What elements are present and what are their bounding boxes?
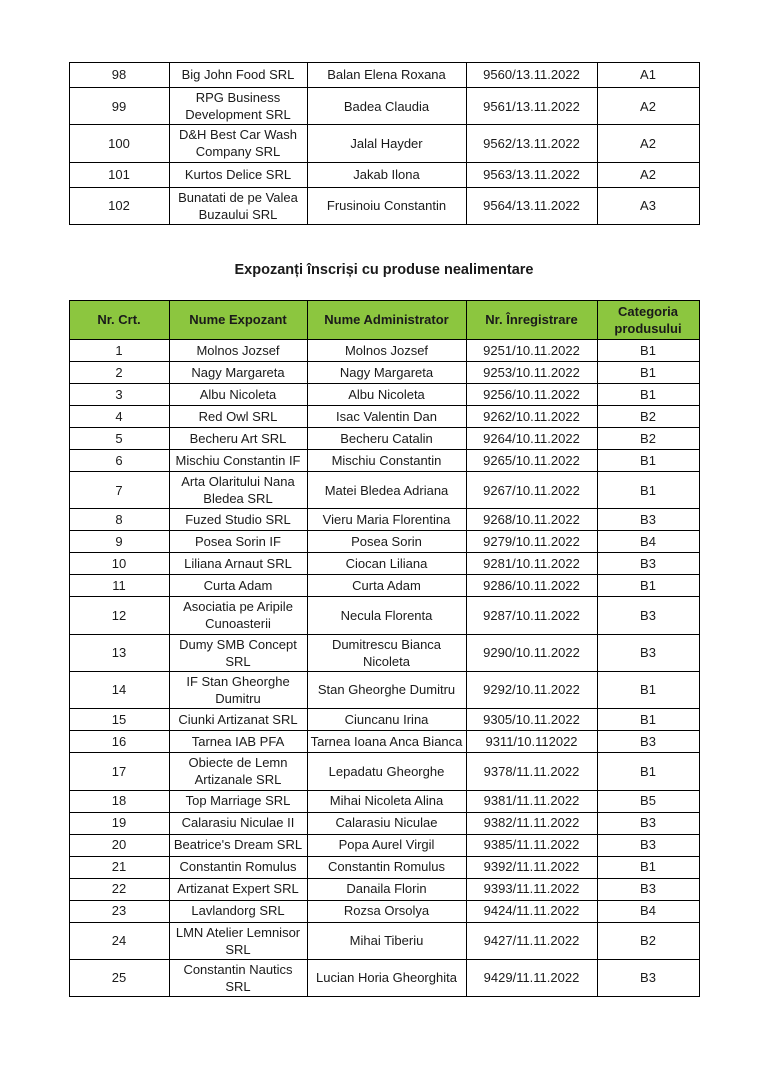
table-cell: Becheru Art SRL	[169, 427, 307, 449]
nonfood-exhibitors-table	[69, 300, 700, 997]
table-cell: B3	[597, 597, 699, 634]
table-cell: 7	[69, 471, 169, 508]
table-row	[69, 449, 699, 471]
table-cell: 9	[69, 531, 169, 553]
table-cell: Tarnea Ioana Anca Bianca	[307, 731, 466, 753]
table-row	[69, 531, 699, 553]
table-cell: A2	[597, 162, 699, 187]
table-cell: 9385/11.11.2022	[466, 834, 597, 856]
table-cell: D&H Best Car Wash Company SRL	[169, 125, 307, 162]
table-cell: Albu Nicoleta	[307, 383, 466, 405]
table-cell: Vieru Maria Florentina	[307, 509, 466, 531]
table-cell: Balan Elena Roxana	[307, 63, 466, 88]
table-cell: 9305/10.11.2022	[466, 709, 597, 731]
table-cell: 9382/11.11.2022	[466, 812, 597, 834]
table-cell: 102	[69, 187, 169, 224]
table-row	[69, 405, 699, 427]
table-row	[69, 900, 699, 922]
table-cell: 9292/10.11.2022	[466, 671, 597, 708]
table-row	[69, 339, 699, 361]
table-cell: Obiecte de Lemn Artizanale SRL	[169, 753, 307, 790]
table-cell: 22	[69, 878, 169, 900]
table-cell: Badea Claudia	[307, 88, 466, 125]
table-cell: 6	[69, 449, 169, 471]
food-exhibitors-table-body	[69, 63, 699, 225]
table-row	[69, 63, 699, 88]
table-cell: Constantin Romulus	[169, 856, 307, 878]
table-row	[69, 361, 699, 383]
table-cell: 2	[69, 361, 169, 383]
table-row	[69, 709, 699, 731]
table-cell: B1	[597, 449, 699, 471]
table-cell: Calarasiu Niculae	[307, 812, 466, 834]
table-cell: Asociatia pe Aripile Cunoasterii	[169, 597, 307, 634]
table-cell: 9279/10.11.2022	[466, 531, 597, 553]
table-row	[69, 959, 699, 996]
table-cell: B4	[597, 900, 699, 922]
table-cell: Dumitrescu Bianca Nicoleta	[307, 634, 466, 671]
table-cell: Ciocan Liliana	[307, 553, 466, 575]
table-cell: B1	[597, 383, 699, 405]
table-row	[69, 471, 699, 508]
table-cell: Mihai Nicoleta Alina	[307, 790, 466, 812]
table-cell: IF Stan Gheorghe Dumitru	[169, 671, 307, 708]
table-cell: Artizanat Expert SRL	[169, 878, 307, 900]
table-cell: RPG Business Development SRL	[169, 88, 307, 125]
table-cell: Mischiu Constantin IF	[169, 449, 307, 471]
table-cell: B1	[597, 671, 699, 708]
table-cell: Ciuncanu Irina	[307, 709, 466, 731]
table-cell: 14	[69, 671, 169, 708]
table-cell: B3	[597, 812, 699, 834]
table-cell: 9560/13.11.2022	[466, 63, 597, 88]
table-cell: LMN Atelier Lemnisor SRL	[169, 922, 307, 959]
table-cell: 101	[69, 162, 169, 187]
table-row	[69, 125, 699, 162]
table-cell: Isac Valentin Dan	[307, 405, 466, 427]
table-cell: B2	[597, 427, 699, 449]
table-cell: Frusinoiu Constantin	[307, 187, 466, 224]
table-row	[69, 812, 699, 834]
table-cell: Posea Sorin	[307, 531, 466, 553]
table-cell: 9392/11.11.2022	[466, 856, 597, 878]
table-cell: Kurtos Delice SRL	[169, 162, 307, 187]
table-cell: Lucian Horia Gheorghita	[307, 959, 466, 996]
column-header: Nr. Înregistrare	[466, 300, 597, 339]
table-cell: 19	[69, 812, 169, 834]
table-cell: 9427/11.11.2022	[466, 922, 597, 959]
table-cell: 9290/10.11.2022	[466, 634, 597, 671]
table-cell: Calarasiu Niculae II	[169, 812, 307, 834]
column-header: Nume Administrator	[307, 300, 466, 339]
table-cell: 99	[69, 88, 169, 125]
table-row	[69, 634, 699, 671]
table-cell: 9378/11.11.2022	[466, 753, 597, 790]
table-cell: Matei Bledea Adriana	[307, 471, 466, 508]
table-cell: Constantin Romulus	[307, 856, 466, 878]
table-cell: A3	[597, 187, 699, 224]
table-cell: Ciunki Artizanat SRL	[169, 709, 307, 731]
table-cell: B3	[597, 509, 699, 531]
table-cell: 12	[69, 597, 169, 634]
table-cell: 9429/11.11.2022	[466, 959, 597, 996]
table-cell: Posea Sorin IF	[169, 531, 307, 553]
table-cell: B1	[597, 856, 699, 878]
table-cell: 9393/11.11.2022	[466, 878, 597, 900]
table-cell: 9268/10.11.2022	[466, 509, 597, 531]
table-cell: 18	[69, 790, 169, 812]
table-cell: Lepadatu Gheorghe	[307, 753, 466, 790]
table-cell: Dumy SMB Concept SRL	[169, 634, 307, 671]
table-cell: 9265/10.11.2022	[466, 449, 597, 471]
table-cell: B1	[597, 471, 699, 508]
table-cell: Necula Florenta	[307, 597, 466, 634]
table-cell: B1	[597, 361, 699, 383]
table-cell: 23	[69, 900, 169, 922]
table-cell: 25	[69, 959, 169, 996]
table-cell: Tarnea IAB PFA	[169, 731, 307, 753]
table-cell: Jakab Ilona	[307, 162, 466, 187]
table-cell: 8	[69, 509, 169, 531]
table-cell: Arta Olaritului Nana Bledea SRL	[169, 471, 307, 508]
column-header: Categoria produsului	[597, 300, 699, 339]
table-cell: 5	[69, 427, 169, 449]
section-heading: Expozanți înscriși cu produse nealimentare	[234, 261, 534, 278]
table-cell: B1	[597, 709, 699, 731]
table-cell: Mihai Tiberiu	[307, 922, 466, 959]
table-cell: Curta Adam	[169, 575, 307, 597]
table-cell: Danaila Florin	[307, 878, 466, 900]
table-cell: 24	[69, 922, 169, 959]
table-row	[69, 575, 699, 597]
table-row	[69, 383, 699, 405]
table-cell: 9564/13.11.2022	[466, 187, 597, 224]
table-row	[69, 790, 699, 812]
table-cell: 9561/13.11.2022	[466, 88, 597, 125]
table-row	[69, 731, 699, 753]
nonfood-exhibitors-table-body	[69, 339, 699, 996]
table-cell: 20	[69, 834, 169, 856]
table-cell: Top Marriage SRL	[169, 790, 307, 812]
table-cell: 9311/10.112022	[466, 731, 597, 753]
table-cell: Mischiu Constantin	[307, 449, 466, 471]
table-cell: Constantin Nautics SRL	[169, 959, 307, 996]
table-cell: Jalal Hayder	[307, 125, 466, 162]
table-cell: 10	[69, 553, 169, 575]
column-header: Nr. Crt.	[69, 300, 169, 339]
table-cell: Lavlandorg SRL	[169, 900, 307, 922]
table-cell: B3	[597, 553, 699, 575]
table-cell: 98	[69, 63, 169, 88]
table-cell: B3	[597, 878, 699, 900]
table-cell: Molnos Jozsef	[307, 339, 466, 361]
table-cell: 9381/11.11.2022	[466, 790, 597, 812]
table-row	[69, 671, 699, 708]
table-row	[69, 553, 699, 575]
table-cell: B3	[597, 959, 699, 996]
table-cell: B1	[597, 575, 699, 597]
table-cell: 9264/10.11.2022	[466, 427, 597, 449]
table-row	[69, 878, 699, 900]
header-row	[69, 300, 699, 339]
table-cell: B3	[597, 634, 699, 671]
table-cell: 11	[69, 575, 169, 597]
table-cell: 1	[69, 339, 169, 361]
table-row	[69, 922, 699, 959]
table-cell: Popa Aurel Virgil	[307, 834, 466, 856]
food-exhibitors-table-continuation	[69, 62, 700, 225]
table-cell: B2	[597, 922, 699, 959]
table-cell: 100	[69, 125, 169, 162]
table-row	[69, 187, 699, 224]
table-cell: A2	[597, 125, 699, 162]
table-cell: 9256/10.11.2022	[466, 383, 597, 405]
table-cell: B5	[597, 790, 699, 812]
table-row	[69, 509, 699, 531]
table-cell: B1	[597, 753, 699, 790]
table-cell: Curta Adam	[307, 575, 466, 597]
table-cell: Liliana Arnaut SRL	[169, 553, 307, 575]
table-cell: Nagy Margareta	[169, 361, 307, 383]
table-cell: B2	[597, 405, 699, 427]
table-cell: 9251/10.11.2022	[466, 339, 597, 361]
table-cell: Beatrice's Dream SRL	[169, 834, 307, 856]
table-cell: 9253/10.11.2022	[466, 361, 597, 383]
table-cell: 9424/11.11.2022	[466, 900, 597, 922]
table-row	[69, 856, 699, 878]
table-cell: B4	[597, 531, 699, 553]
table-row	[69, 753, 699, 790]
table-cell: Nagy Margareta	[307, 361, 466, 383]
table-cell: 17	[69, 753, 169, 790]
table-cell: A1	[597, 63, 699, 88]
table-cell: Red Owl SRL	[169, 405, 307, 427]
table-cell: 9562/13.11.2022	[466, 125, 597, 162]
table-cell: B1	[597, 339, 699, 361]
table-cell: Rozsa Orsolya	[307, 900, 466, 922]
nonfood-exhibitors-table-header	[69, 300, 699, 339]
table-cell: Stan Gheorghe Dumitru	[307, 671, 466, 708]
table-cell: Fuzed Studio SRL	[169, 509, 307, 531]
table-cell: A2	[597, 88, 699, 125]
table-cell: B3	[597, 731, 699, 753]
table-cell: 9287/10.11.2022	[466, 597, 597, 634]
table-cell: 9267/10.11.2022	[466, 471, 597, 508]
table-cell: 16	[69, 731, 169, 753]
table-cell: 13	[69, 634, 169, 671]
table-cell: Albu Nicoleta	[169, 383, 307, 405]
table-cell: Becheru Catalin	[307, 427, 466, 449]
table-row	[69, 427, 699, 449]
table-cell: 9563/13.11.2022	[466, 162, 597, 187]
table-row	[69, 597, 699, 634]
table-cell: 9286/10.11.2022	[466, 575, 597, 597]
table-row	[69, 88, 699, 125]
table-cell: 9262/10.11.2022	[466, 405, 597, 427]
table-cell: 21	[69, 856, 169, 878]
table-cell: 15	[69, 709, 169, 731]
table-row	[69, 162, 699, 187]
table-cell: 4	[69, 405, 169, 427]
table-cell: Molnos Jozsef	[169, 339, 307, 361]
table-cell: 9281/10.11.2022	[466, 553, 597, 575]
table-cell: Big John Food SRL	[169, 63, 307, 88]
column-header: Nume Expozant	[169, 300, 307, 339]
table-row	[69, 834, 699, 856]
table-cell: Bunatati de pe Valea Buzaului SRL	[169, 187, 307, 224]
table-cell: B3	[597, 834, 699, 856]
table-cell: 3	[69, 383, 169, 405]
